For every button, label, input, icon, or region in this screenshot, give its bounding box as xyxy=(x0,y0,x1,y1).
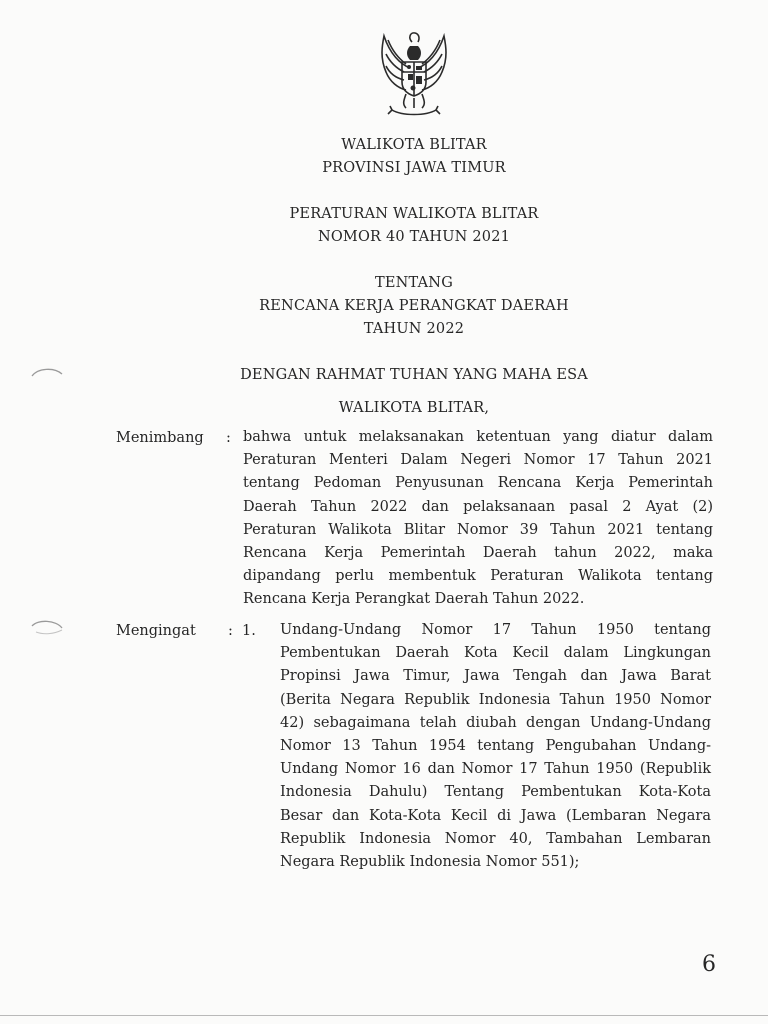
mengingat-line: (Berita Negara Republik Indonesia Tahun 1950 Nomor xyxy=(280,691,711,708)
mengingat-line: Negara Republik Indonesia Nomor 551); xyxy=(280,854,580,871)
mengingat-line: Nomor 13 Tahun 1954 tentang Pengubahan Undang- xyxy=(280,738,711,755)
mengingat-colon: : xyxy=(228,623,233,639)
menimbang-line: Peraturan Walikota Blitar Nomor 39 Tahun 2021 tentang xyxy=(243,521,713,538)
garuda-emblem-icon xyxy=(366,28,462,120)
menimbang-line: Rencana Kerja Perangkat Daerah Tahun 2022. xyxy=(243,591,585,608)
mengingat-item-1 xyxy=(280,619,711,874)
mengingat-line: Indonesia Dahulu) Tentang Pembentukan Kota-Kota xyxy=(280,784,711,801)
mengingat-line: Besar dan Kota-Kota Kecil di Jawa (Lembaran Negara xyxy=(280,807,711,824)
menimbang-line: dipandang perlu membentuk Peraturan Walikota tentang xyxy=(243,568,713,585)
blessing-line: DENGAN RAHMAT TUHAN YANG MAHA ESA xyxy=(240,367,588,383)
regulation-number: NOMOR 40 TAHUN 2021 xyxy=(317,229,511,245)
punch-hole-mark xyxy=(30,618,66,636)
menimbang-line: tentang Pedoman Penyusunan Rencana Kerja Pemerintah xyxy=(243,475,713,492)
about-heading: TENTANG xyxy=(375,275,453,291)
menimbang-line: bahwa untuk melaksanakan ketentuan yang diatur dalam xyxy=(243,429,713,445)
menimbang-label: Menimbang xyxy=(116,430,204,446)
menimbang-line: Peraturan Menteri Dalam Negeri Nomor 17 Tahun 2021 xyxy=(243,452,713,469)
mengingat-line: Propinsi Jawa Timur, Jawa Tengah dan Jawa Barat xyxy=(280,668,711,685)
regulation-title: PERATURAN WALIKOTA BLITAR xyxy=(289,206,539,222)
mengingat-line: 42) sebagaimana telah diubah dengan Undang-Undang xyxy=(280,714,711,731)
subject-line-1: RENCANA KERJA PERANGKAT DAERAH xyxy=(259,298,569,314)
menimbang-colon: : xyxy=(226,430,231,446)
page-number: 6 xyxy=(702,952,716,977)
menimbang-line: Rencana Kerja Pemerintah Daerah tahun 2022, maka xyxy=(243,545,713,562)
menimbang-paragraph xyxy=(243,426,713,612)
scan-edge-line xyxy=(0,1015,768,1016)
mengingat-line: Pembentukan Daerah Kota Kecil dalam Lingkungan xyxy=(280,645,711,662)
mengingat-line: Undang Nomor 16 dan Nomor 17 Tahun 1950 (Republik xyxy=(280,761,711,778)
menimbang-line: Daerah Tahun 2022 dan pelaksanaan pasal 2 Ayat (2) xyxy=(243,498,713,515)
header-line-2: PROVINSI JAWA TIMUR xyxy=(322,160,506,176)
punch-hole-mark xyxy=(30,366,64,380)
mengingat-label: Mengingat xyxy=(116,623,196,639)
mengingat-line: Republik Indonesia Nomor 40, Tambahan Lembaran xyxy=(280,830,711,847)
header-line-1: WALIKOTA BLITAR xyxy=(341,137,487,153)
mengingat-line: Undang-Undang Nomor 17 Tahun 1950 tentang xyxy=(280,622,711,638)
subject-line-2: TAHUN 2022 xyxy=(363,321,465,337)
authority-line: WALIKOTA BLITAR, xyxy=(338,400,490,416)
mengingat-item-number: 1. xyxy=(242,623,256,639)
